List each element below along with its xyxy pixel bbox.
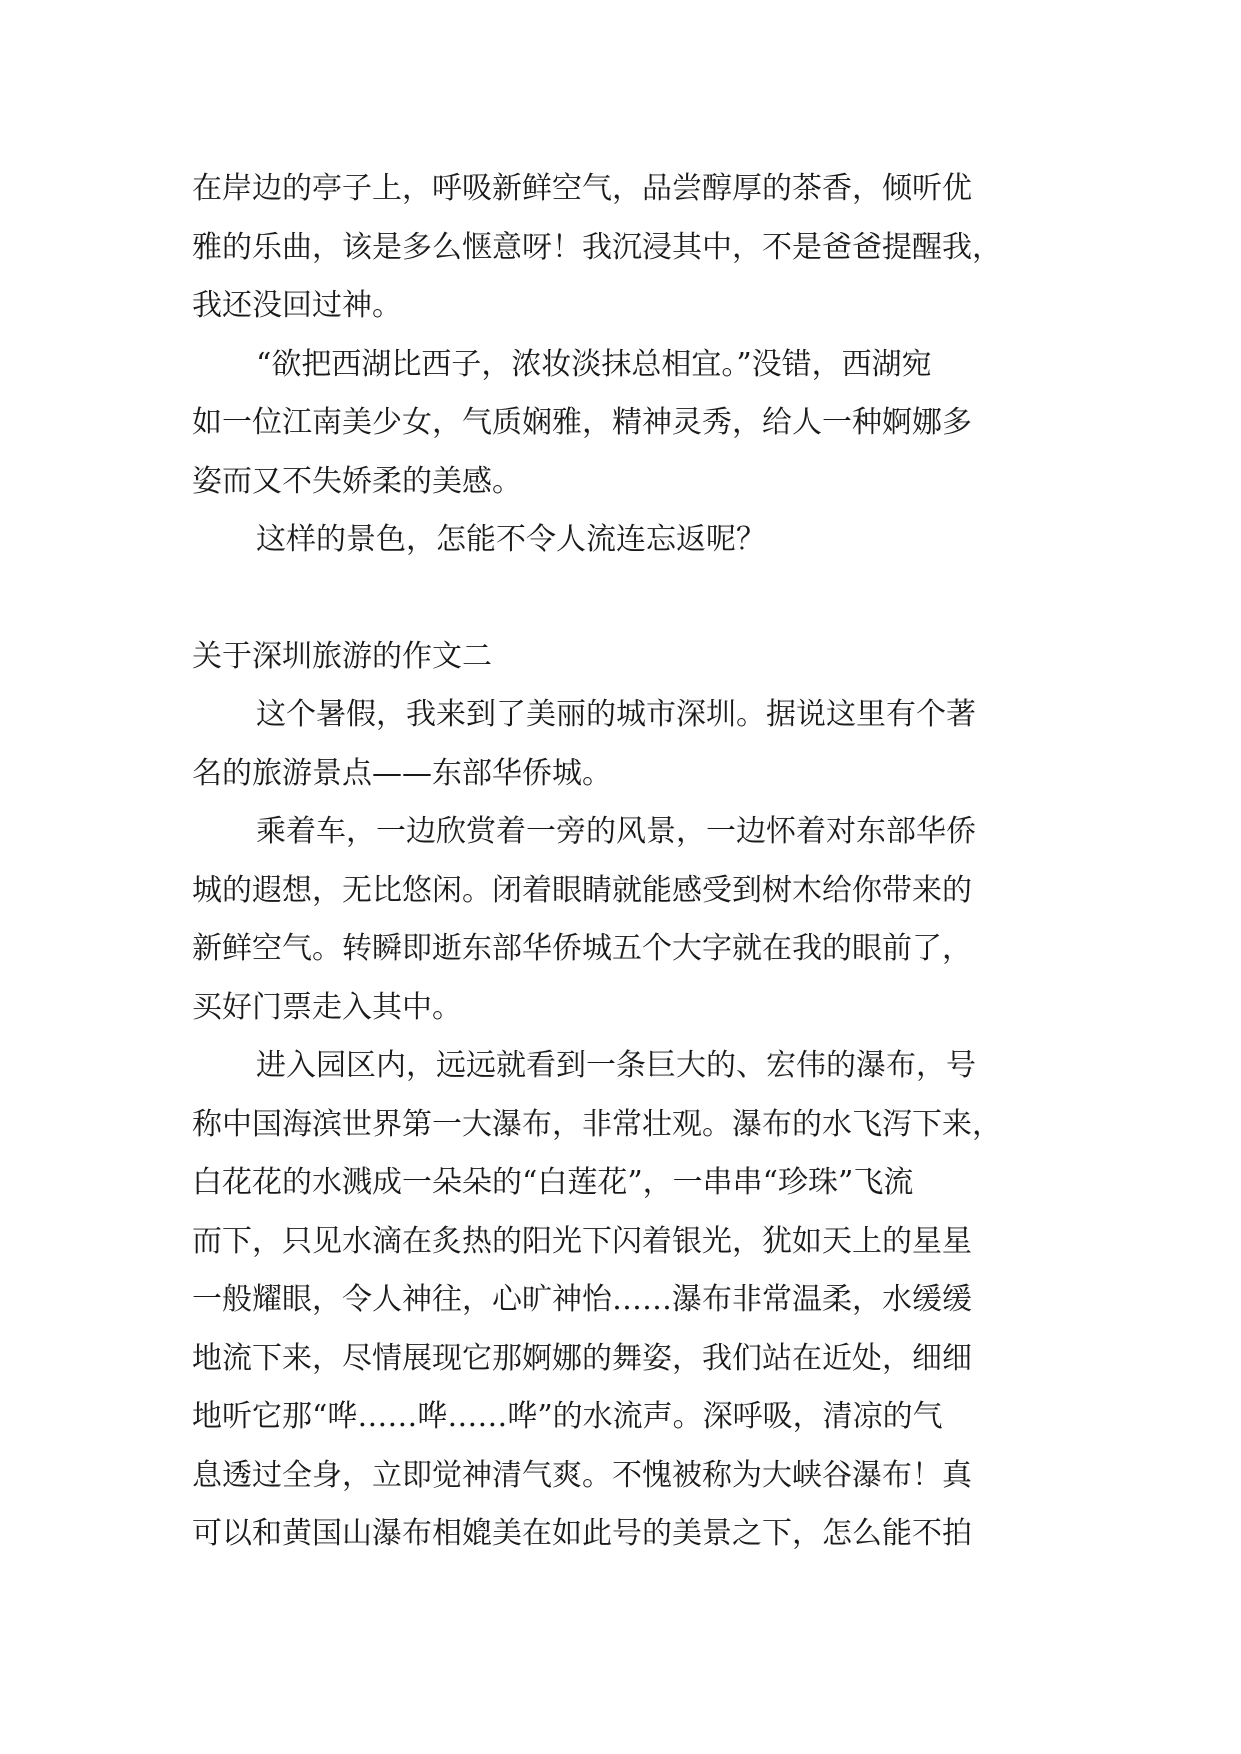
text-line: 而下，只见水滴在炙热的阳光下闪着银光，犹如天上的星星 — [192, 1223, 972, 1259]
text-line: 雅的乐曲，该是多么惬意呀！我沉浸其中，不是爸爸提醒我， — [192, 229, 1002, 265]
text-line: 称中国海滨世界第一大瀑布，非常壮观。瀑布的水飞泻下来， — [192, 1106, 1002, 1142]
text-line: 进入园区内，远远就看到一条巨大的、宏伟的瀑布，号 — [256, 1048, 976, 1083]
paragraph — [192, 686, 1072, 803]
text-line: 城的遐想，无比悠闲。闭着眼睛就能感受到树木给你带来的 — [192, 872, 972, 908]
paragraph — [192, 1037, 1072, 1564]
text-line: 名的旅游景点——东部华侨城。 — [192, 755, 612, 791]
text-line: “欲把西湖比西子，浓妆淡抹总相宜。”没错，西湖宛 — [256, 346, 932, 382]
text-line: 买好门票走入其中。 — [192, 989, 462, 1025]
text-line: 地流下来，尽情展现它那婀娜的舞姿，我们站在近处，细细 — [192, 1340, 972, 1376]
paragraph — [192, 336, 1072, 512]
text-line: 息透过全身，立即觉神清气爽。不愧被称为大峡谷瀑布！真 — [192, 1457, 972, 1493]
text-line: 乘着车，一边欣赏着一旁的风景，一边怀着对东部华侨 — [256, 814, 976, 849]
text-line: 如一位江南美少女，气质娴雅，精神灵秀，给人一种婀娜多 — [192, 405, 972, 440]
text-line: 这样的景色，怎能不令人流连忘返呢？ — [256, 522, 766, 557]
text-line: 我还没回过神。 — [192, 288, 402, 323]
paragraph — [192, 160, 1072, 336]
text-line: 可以和黄国山瀑布相媲美在如此号的美景之下，怎么能不拍 — [192, 1516, 972, 1551]
text-line: 这个暑假，我来到了美丽的城市深圳。据说这里有个著 — [256, 697, 976, 732]
text-line: 在岸边的亭子上，呼吸新鲜空气，品尝醇厚的茶香，倾听优 — [192, 171, 972, 206]
text-line: 白花花的水溅成一朵朵的“白莲花”，一串串“珍珠”飞流 — [192, 1165, 914, 1200]
text-line: 姿而又不失娇柔的美感。 — [192, 463, 522, 499]
text-line: 地听它那“哗……哗……哗”的水流声。深呼吸，清凉的气 — [192, 1399, 943, 1434]
text-line: 一般耀眼，令人神往，心旷神怡……瀑布非常温柔，水缓缓 — [192, 1282, 972, 1317]
section-heading: 关于深圳旅游的作文二 — [192, 638, 492, 674]
text-line: 新鲜空气。转瞬即逝东部华侨城五个大字就在我的眼前了， — [192, 931, 972, 966]
paragraph — [192, 511, 1072, 570]
document-page — [192, 160, 1072, 1564]
paragraph — [192, 803, 1072, 1037]
